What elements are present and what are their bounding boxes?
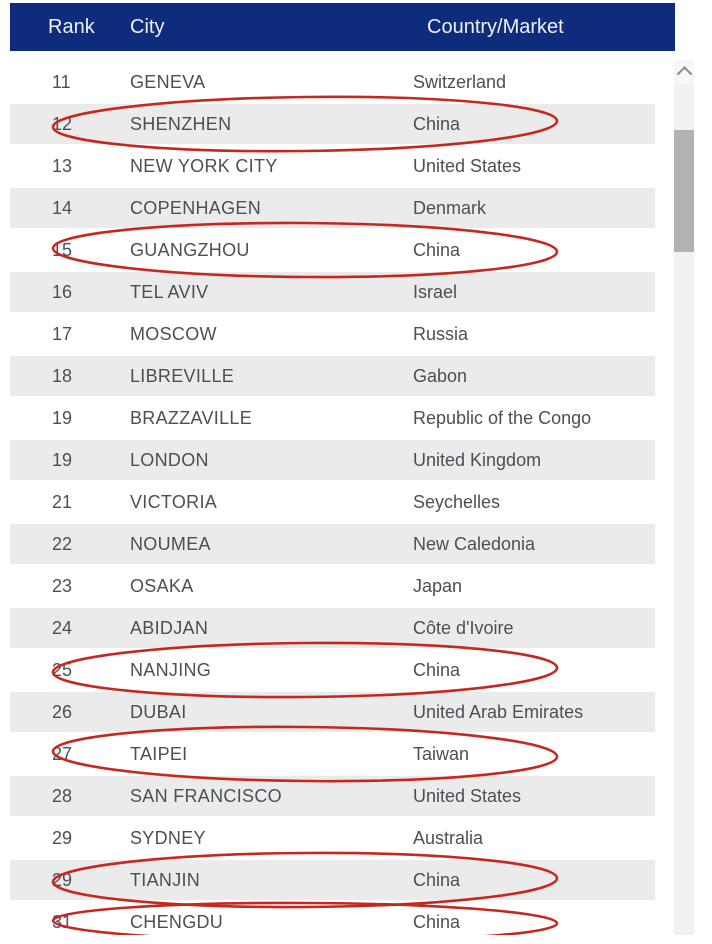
city-cell: GUANGZHOU — [130, 239, 250, 260]
table-body — [10, 62, 655, 944]
city-cell: SYDNEY — [130, 827, 206, 848]
column-header-rank: Rank — [48, 15, 95, 38]
table-row — [10, 566, 655, 606]
rank-cell: 17 — [52, 323, 73, 344]
country-cell: Republic of the Congo — [413, 407, 592, 428]
rank-cell: 25 — [52, 659, 73, 680]
city-cell: DUBAI — [130, 701, 187, 722]
rank-cell: 14 — [52, 197, 73, 218]
country-cell: Denmark — [413, 197, 487, 218]
table-row — [10, 524, 655, 564]
city-cell: COPENHAGEN — [130, 197, 262, 218]
rank-cell: 28 — [52, 785, 73, 806]
table-row — [10, 146, 655, 186]
scroll-up-button[interactable] — [674, 60, 694, 84]
table-row — [10, 440, 655, 480]
country-cell: Israel — [413, 281, 458, 302]
table-header — [10, 3, 675, 51]
city-cell: NOUMEA — [130, 533, 211, 554]
country-cell: China — [413, 239, 461, 260]
rank-cell: 13 — [52, 155, 73, 176]
city-cell: BRAZZAVILLE — [130, 407, 253, 428]
city-cell: SAN FRANCISCO — [130, 785, 282, 806]
city-cell: OSAKA — [130, 575, 194, 596]
rank-cell: 11 — [52, 71, 71, 92]
column-header-city: City — [130, 15, 165, 38]
rank-cell: 19 — [52, 407, 73, 428]
rank-cell: 21 — [52, 491, 73, 512]
city-cell: TEL AVIV — [130, 281, 209, 302]
rank-cell: 27 — [52, 743, 73, 764]
table-row — [10, 650, 655, 690]
country-cell: China — [413, 659, 461, 680]
rank-cell: 29 — [52, 869, 73, 890]
table-row — [10, 608, 655, 648]
city-cell: TAIPEI — [130, 743, 188, 764]
table-row — [10, 818, 655, 858]
country-cell: Russia — [413, 323, 469, 344]
table-row — [10, 314, 655, 354]
table-row — [10, 692, 655, 732]
country-cell: Australia — [413, 827, 484, 848]
rank-cell: 26 — [52, 701, 73, 722]
country-cell: United States — [413, 155, 522, 176]
city-cell: GENEVA — [130, 71, 206, 92]
country-cell: United Arab Emirates — [413, 701, 584, 722]
country-cell: China — [413, 113, 461, 134]
city-cell: LONDON — [130, 449, 209, 470]
country-cell: Japan — [413, 575, 463, 596]
country-cell: Gabon — [413, 365, 468, 386]
city-cell: TIANJIN — [130, 869, 201, 890]
rank-cell: 29 — [52, 827, 73, 848]
rank-cell: 16 — [52, 281, 73, 302]
table-row — [10, 272, 655, 312]
country-cell: United States — [413, 785, 522, 806]
country-cell: Taiwan — [413, 743, 470, 764]
table-row — [10, 734, 655, 774]
city-cell: NANJING — [130, 659, 212, 680]
rank-cell: 15 — [52, 239, 73, 260]
rank-cell: 19 — [52, 449, 73, 470]
country-cell: Côte d'Ivoire — [413, 617, 514, 638]
country-cell: Seychelles — [413, 491, 501, 512]
city-cell: CHENGDU — [130, 911, 224, 932]
rank-cell: 18 — [52, 365, 73, 386]
table-row — [10, 860, 655, 900]
country-cell: United Kingdom — [413, 449, 542, 470]
rank-cell: 23 — [52, 575, 73, 596]
rank-cell: 24 — [52, 617, 73, 638]
rank-cell: 12 — [52, 113, 73, 134]
rank-cell: 31 — [52, 911, 73, 932]
chevron-up-icon — [676, 66, 692, 82]
table-row — [10, 482, 655, 522]
country-cell: China — [413, 869, 461, 890]
city-cell: ABIDJAN — [130, 617, 209, 638]
table-row — [10, 104, 655, 144]
table-row — [10, 62, 655, 102]
table-row — [10, 902, 655, 942]
city-cell: LIBREVILLE — [130, 365, 235, 386]
scrollbar-thumb[interactable] — [674, 130, 694, 252]
table-row — [10, 356, 655, 396]
column-header-country-market: Country/Market — [427, 15, 564, 38]
scrollbar[interactable] — [674, 60, 694, 935]
city-cell: NEW YORK CITY — [130, 155, 278, 176]
city-cell: MOSCOW — [130, 323, 217, 344]
table-row — [10, 230, 655, 270]
country-cell: New Caledonia — [413, 533, 536, 554]
city-cell: SHENZHEN — [130, 113, 232, 134]
country-cell: China — [413, 911, 461, 932]
table-row — [10, 398, 655, 438]
rank-cell: 22 — [52, 533, 73, 554]
table-row — [10, 776, 655, 816]
country-cell: Switzerland — [413, 71, 507, 92]
table-row — [10, 188, 655, 228]
city-cell: VICTORIA — [130, 491, 218, 512]
